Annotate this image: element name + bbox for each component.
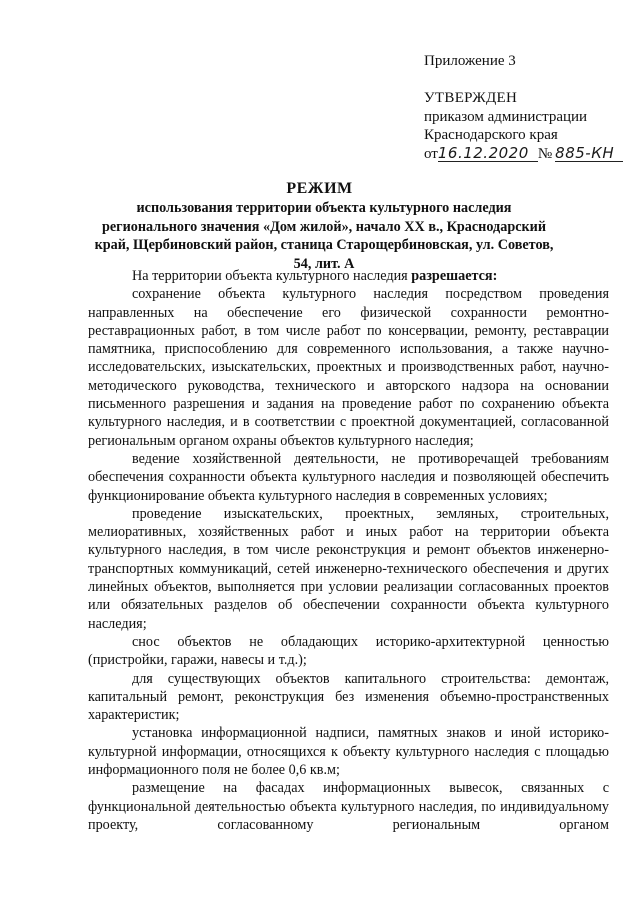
body-paragraph: ведение хозяйственной деятельности, не противоречащей требованиям обеспечения сохранности объекта культурного наследия и позволяющей обеспечить функционирование объекта культурного наследия в современных условиях; — [88, 450, 609, 504]
body-paragraph: проведение изыскательских, проектных, земляных, строительных, мелиоративных, хозяйственных работ и иных работ на территории объекта культурного наследия, в том числе реконструкция и ремонт объектов инженерно-транспортных коммуникаций, сетей инженерно-технического обеспечения и других линейных объектов, выполняется при условии реализации согласованных проектов или обязательных разделов об обеспечении сохранности объекта культурного наследия; — [88, 505, 609, 632]
document-title: РЕЖИМ — [286, 180, 353, 197]
intro-paragraph — [88, 267, 609, 285]
intro-text: На территории объекта культурного наследия — [132, 268, 412, 284]
approval-order-by: приказом администрации — [424, 108, 588, 125]
handwritten-number: 885-КН — [555, 146, 623, 162]
body-paragraph: снос объектов не обладающих историко-архитектурной ценностью (пристройки, гаражи, навесы и т.д.); — [88, 633, 609, 669]
date-prefix: от — [424, 145, 438, 162]
body-paragraph: для существующих объектов капитального строительства: демонтаж, капитальный ремонт, реконструкция без изменения объемно-пространственных характеристик; — [88, 670, 609, 724]
document-subtitle: использования территории объекта культурного наследия регионального значения «Дом жилой», начало XX в., Краснодарский край, Щербиновский район, станица Старощербиновская, ул. Советов, 54, лит. А — [94, 200, 554, 272]
approved-label: УТВЕРЖДЕН — [424, 90, 518, 106]
document-body — [88, 267, 609, 834]
intro-bold: разрешается: — [411, 268, 498, 284]
handwritten-date: 16.12.2020 — [438, 146, 538, 162]
order-date-number-line — [424, 145, 623, 164]
body-paragraph: установка информационной надписи, памятных знаков и иной историко-культурной информации, относящихся к объекту культурного наследия с площадью информационного поля не более 0,6 кв.м; — [88, 725, 609, 779]
approval-block — [424, 89, 623, 163]
body-paragraph: размещение на фасадах информационных вывесок, связанных с функциональной деятельностью объекта культурного наследия, по индивидуальному проекту, согласованному региональным органом — [88, 780, 609, 833]
appendix-label: Приложение 3 — [424, 53, 516, 69]
number-sign: № — [537, 145, 553, 162]
approval-region: Краснодарского края — [424, 127, 558, 143]
body-paragraph: сохранение объекта культурного наследия посредством проведения направленных на обеспечение его физической сохранности ремонтно-реставрационных работ, в том числе работ по консервации, ремонту, реставрации памятника, приспособлению для современного использования, а также научно-исследовательских, изыскательских, проектных и производственных работ, научно-методического руководства, технического и авторского надзора на основании письменного разрешения и задания на проведение работ по сохранению объекта культурного наследия, и в соответствии с проектной документацией, согласованной региональным органом охраны объектов культурного наследия; — [88, 286, 609, 449]
